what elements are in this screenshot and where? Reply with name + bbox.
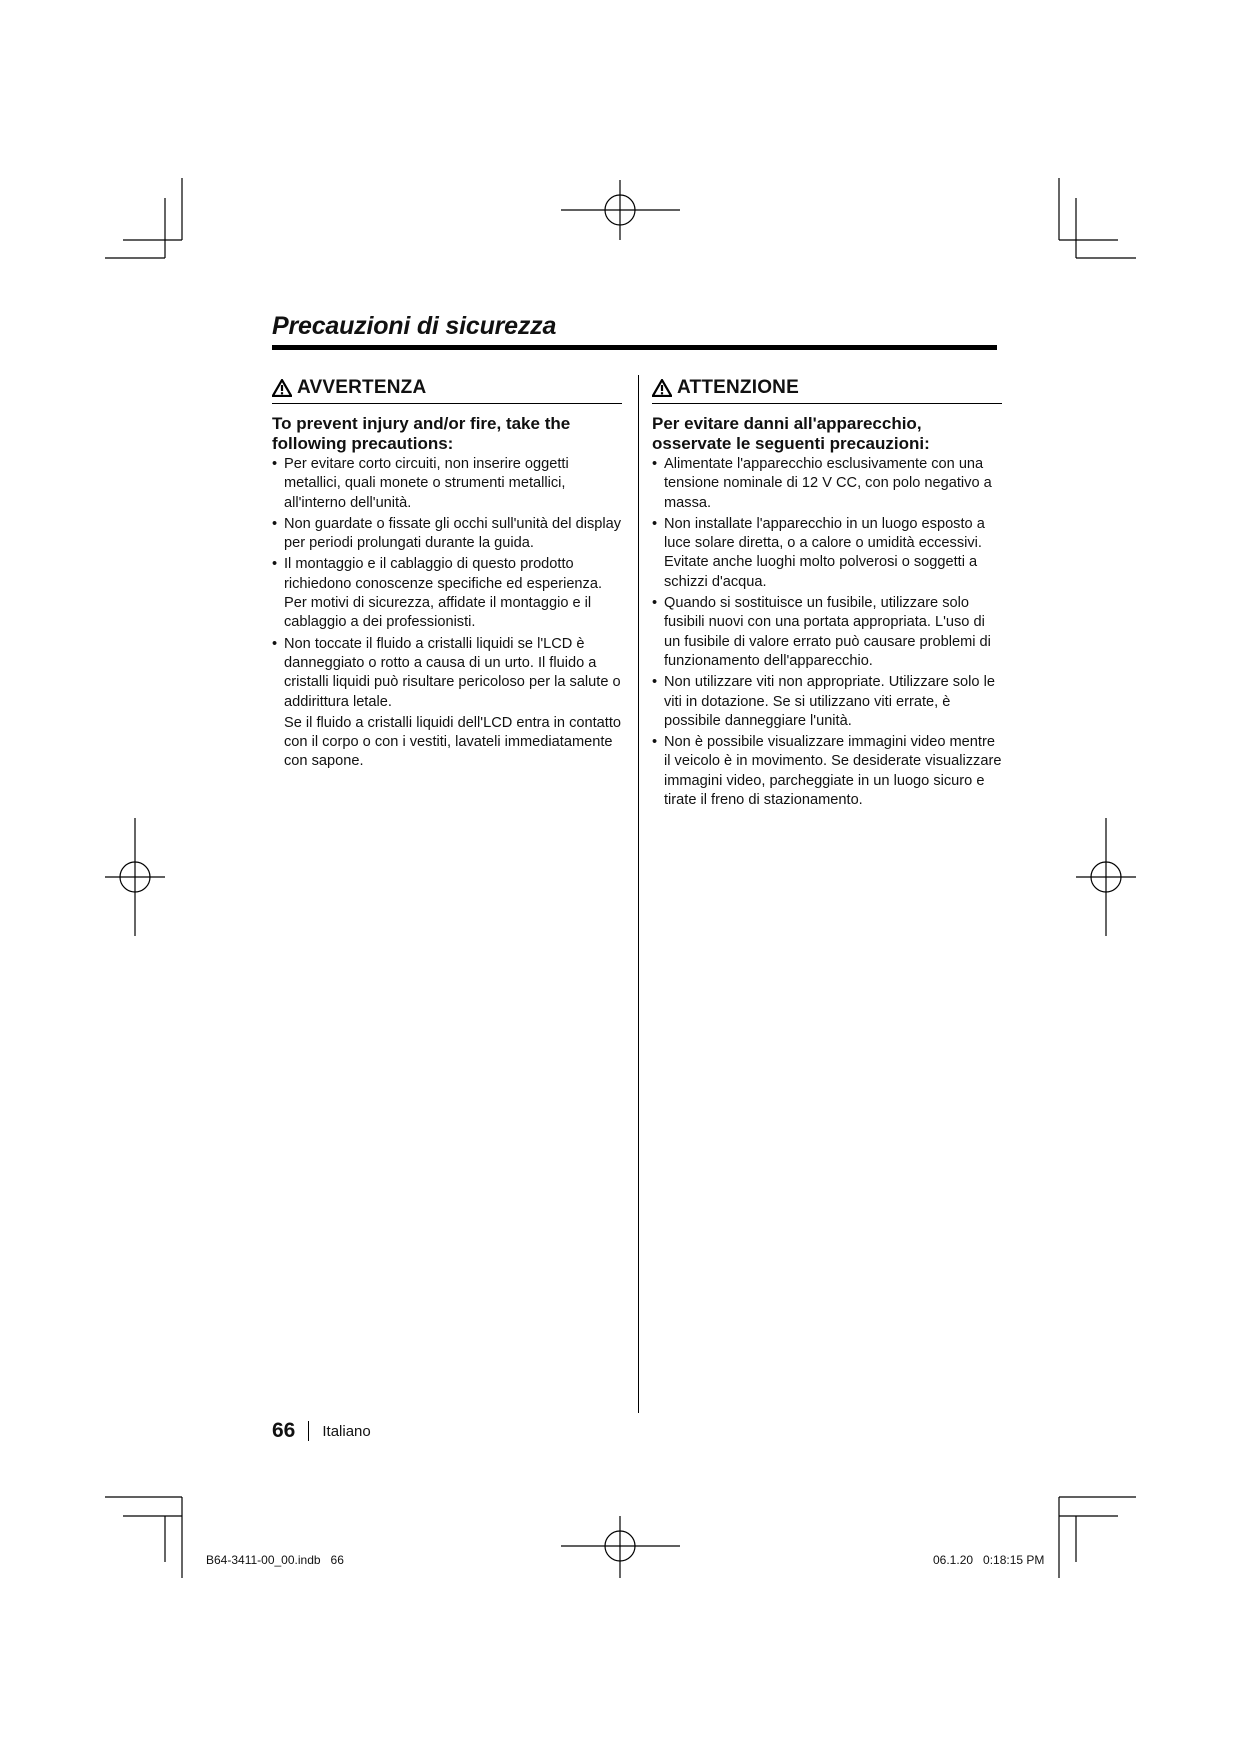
footer-separator	[308, 1421, 309, 1441]
list-item: • Quando si sostituisce un fusibile, utilizzare solo fusibili nuovi con una portata appropriata. L'uso di un fusibile di valore errato può causare problemi di funzionamento dell'apparecchio.	[652, 594, 1002, 671]
warning-triangle-icon	[272, 379, 292, 397]
section-intro: Per evitare danni all'apparecchio, osservate le seguenti precauzioni:	[652, 414, 930, 453]
page-number: 66	[272, 1419, 296, 1442]
slug-filename: B64-3411-00_00.indb 66	[206, 1553, 344, 1567]
precaution-list	[272, 455, 622, 712]
slug-timestamp: 06.1.20 0:18:15 PM	[933, 1553, 1045, 1567]
title-rule	[272, 345, 997, 350]
section-title: ATTENZIONE	[677, 377, 799, 398]
list-item: • Alimentate l'apparecchio esclusivamente con una tensione nominale di 12 V CC, con polo negativo a massa.	[652, 455, 1002, 513]
list-item: • Non utilizzare viti non appropriate. Utilizzare solo le viti in dotazione. Se si utilizzano viti errate, è possibile danneggiare l'unità.	[652, 673, 1002, 731]
list-item: • Il montaggio e il cablaggio di questo prodotto richiedono conoscenze specifiche ed esperienza. Per motivi di sicurezza, affidate il montaggio e il cablaggio a dei professionisti.	[272, 555, 622, 632]
warning-section	[272, 375, 622, 772]
section-heading	[272, 375, 622, 404]
list-item: • Non guardate o fissate gli occhi sull'unità del display per periodi prolungati durante la guida.	[272, 515, 622, 554]
warning-triangle-icon	[652, 379, 672, 397]
list-item: • Non installate l'apparecchio in un luogo esposto a luce solare diretta, o a calore o umidità eccessivi. Evitate anche luoghi molto polverosi o soggetti a schizzi d'acqua.	[652, 515, 1002, 592]
list-item: • Non toccate il fluido a cristalli liquidi se l'LCD è danneggiato o rotto a causa di un urto. Il fluido a cristalli liquidi può risultare pericoloso per la salute o addirittura letale.	[272, 635, 622, 712]
page-title: Precauzioni di sicurezza	[272, 312, 557, 340]
section-intro: To prevent injury and/or fire, take the following precautions:	[272, 414, 571, 453]
precaution-list	[652, 455, 1002, 810]
column-divider	[638, 375, 639, 1413]
caution-section	[652, 375, 1002, 812]
page-footer	[272, 1419, 371, 1443]
section-title: AVVERTENZA	[297, 377, 427, 398]
list-item: • Non è possibile visualizzare immagini video mentre il veicolo è in movimento. Se desiderate visualizzare immagini video, parcheggiate in un luogo sicuro e tirate il freno di stazionamento.	[652, 733, 1002, 810]
list-item-continuation: Se il fluido a cristalli liquidi dell'LCD entra in contatto con il corpo o con i vestiti, lavateli immediatamente con sapone.	[284, 714, 621, 770]
section-heading	[652, 375, 1002, 404]
list-item: • Per evitare corto circuiti, non inserire oggetti metallici, quali monete o strumenti metallici, all'interno dell'unità.	[272, 455, 622, 513]
language-label: Italiano	[322, 1422, 371, 1440]
